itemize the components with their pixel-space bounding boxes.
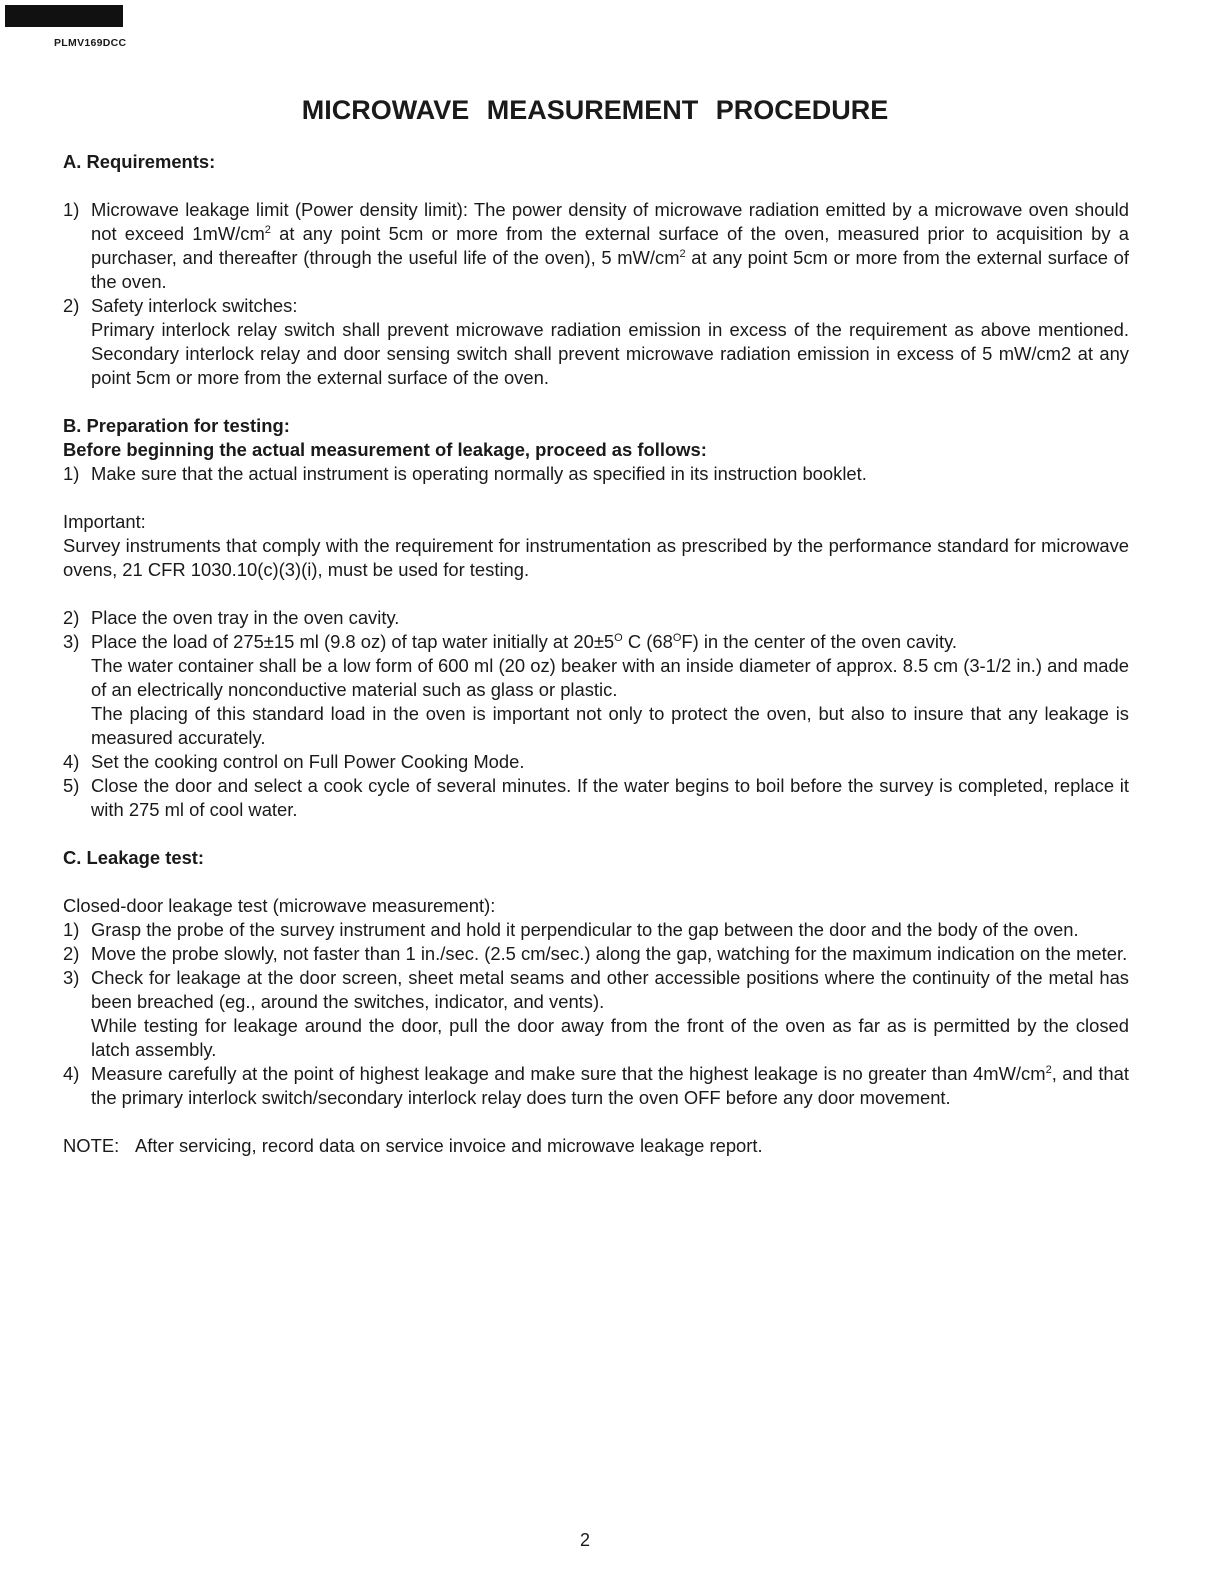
item-text: Safety interlock switches: Primary interlock relay switch shall prevent microwave radiation emission in excess of the requirement as above mentioned. Secondary interlock relay and door sensing switch shall prevent microwave radiation emission in excess of 5 mW/cm2 at any point 5cm or more from the external surface of the oven.: [91, 295, 1129, 388]
item-text: Measure carefully at the point of highest leakage and make sure that the highest leakage is no greater than $4mW/cm^2$, and that the primary interlock switch/secondary interlock relay does turn the oven OFF before any door movement.: [91, 1063, 1129, 1108]
note: [63, 1134, 1129, 1158]
preparation-item-5: [63, 774, 1129, 822]
header-black-tab: [5, 5, 123, 27]
item-text: Move the probe slowly, not faster than 1 in./sec. (2.5 cm/sec.) along the gap, watching for the maximum indication on the meter.: [91, 943, 1128, 964]
leakage-item-4: [63, 1062, 1129, 1110]
preparation-item-3: [63, 630, 1129, 750]
model-number: PLMV169DCC: [54, 37, 127, 49]
item-text: Grasp the probe of the survey instrument and hold it perpendicular to the gap between the door and the body of the oven.: [91, 919, 1079, 940]
note-text: After servicing, record data on service invoice and microwave leakage report.: [135, 1135, 763, 1156]
item-number: 4): [63, 751, 80, 772]
item-number: 1): [63, 199, 80, 220]
page-title: MICROWAVE MEASUREMENT PROCEDURE: [301, 95, 889, 125]
leakage-item-3: [63, 966, 1129, 1062]
item-number: 3): [63, 967, 80, 988]
preparation-item-4: [63, 750, 1129, 774]
requirement-item-2: [63, 294, 1129, 390]
important-label: Important:: [63, 511, 146, 532]
item-text: Set the cooking control on Full Power Cooking Mode.: [91, 751, 525, 772]
leakage-item-2: [63, 942, 1129, 966]
item-text: Microwave leakage limit (Power density limit): The power density of microwave radiation emitted by a microwave oven should not exceed $1mW/cm^2$ at any point 5cm or more from the external surface of the oven, measured prior to acquisition by a purchaser, and thereafter (through the useful life of the oven), 5 $mW/cm^2$ at any point 5cm or more from the external surface of the oven.: [91, 199, 1129, 292]
item-number: 2): [63, 607, 80, 628]
preparation-item-2: [63, 606, 1129, 630]
item-text: Make sure that the actual instrument is operating normally as specified in its instruction booklet.: [91, 463, 867, 484]
page-number: 2: [579, 1530, 590, 1550]
item-number: 5): [63, 775, 80, 796]
important-text: Survey instruments that comply with the requirement for instrumentation as prescribed by the performance standard for microwave ovens, 21 CFR 1030.10(c)(3)(i), must be used for testing.: [63, 535, 1129, 580]
item-number: 2): [63, 943, 80, 964]
item-number: 1): [63, 919, 80, 940]
leakage-item-1: [63, 918, 1129, 942]
note-label: NOTE:: [63, 1135, 120, 1156]
section-a-heading: A. Requirements:: [63, 151, 216, 172]
section-c-heading: C. Leakage test:: [63, 847, 205, 868]
item-number: 2): [63, 295, 80, 316]
preparation-item-1: [63, 462, 1129, 486]
item-text: Check for leakage at the door screen, sheet metal seams and other accessible positions where the continuity of the metal has been breached (eg., around the switches, indicator, and vents). While testing for leakage around the door, pull the door away from the front of the oven as far as is permitted by the closed latch assembly.: [91, 967, 1129, 1060]
item-number: 4): [63, 1063, 80, 1084]
item-number: 3): [63, 631, 80, 652]
requirement-item-1: [63, 198, 1129, 294]
item-text: Place the load of 275±15 ml (9.8 oz) of tap water initially at $20\pm 5^O$ C $(68^OF)$ in the center of the oven cavity. The water container shall be a low form of 600 ml (20 oz) beaker with an inside diameter of approx. 8.5 cm (3-1/2 in.) and made of an electrically nonconductive material such as glass or plastic. The placing of this standard load in the oven is important not only to protect the oven, but also to insure that any leakage is measured accurately.: [91, 631, 1129, 748]
section-b-heading: B. Preparation for testing:: [63, 415, 290, 436]
document-body: [63, 150, 1129, 1158]
item-text: Place the oven tray in the oven cavity.: [91, 607, 400, 628]
leakage-test-intro: Closed-door leakage test (microwave measurement):: [63, 895, 496, 916]
item-text: Close the door and select a cook cycle of several minutes. If the water begins to boil before the survey is completed, replace it with 275 ml of cool water.: [91, 775, 1129, 820]
section-b-subheading: Before beginning the actual measurement of leakage, proceed as follows:: [63, 439, 707, 460]
item-number: 1): [63, 463, 80, 484]
